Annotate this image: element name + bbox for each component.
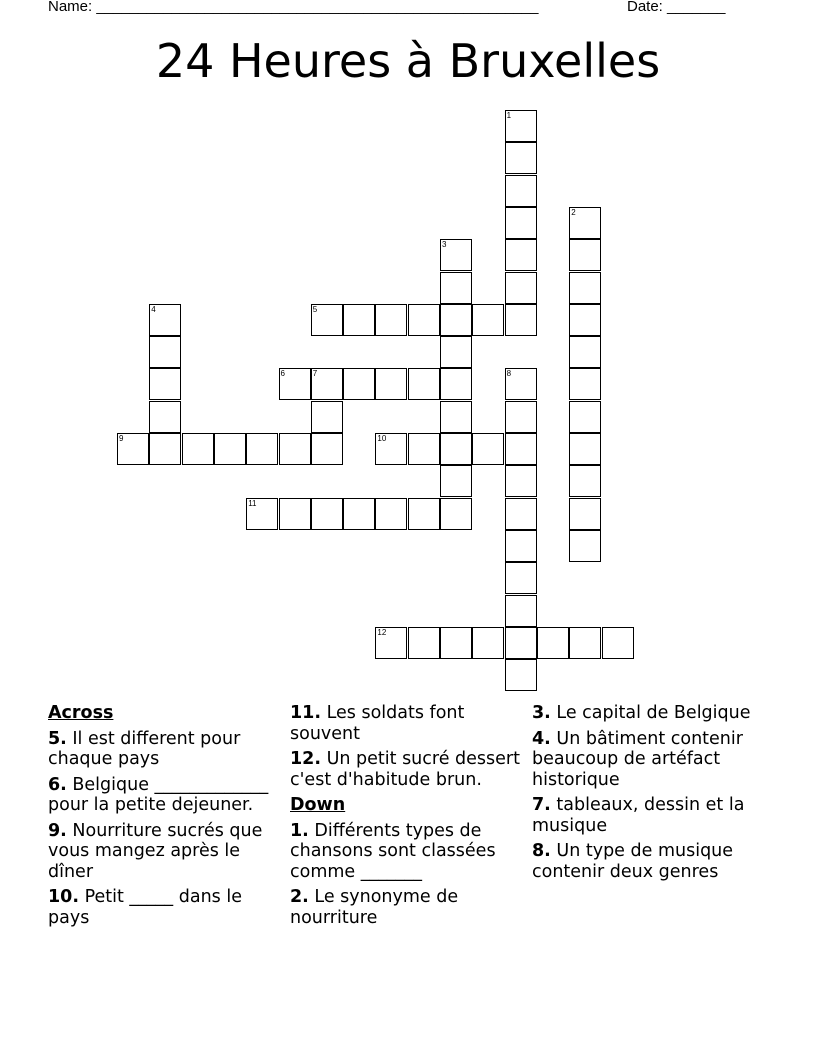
grid-cell[interactable] [311, 368, 343, 400]
clue-column-1 [48, 703, 280, 933]
clue-number: 7 [312, 369, 318, 379]
clue-across-9: 9. Nourriture sucrés que vous mangez après le dîner [48, 820, 263, 882]
grid-cell[interactable] [246, 498, 278, 530]
grid-cell[interactable] [569, 498, 601, 530]
grid-cell[interactable] [149, 401, 181, 433]
clue-number: 6 [280, 369, 285, 379]
grid-cell[interactable] [505, 595, 537, 627]
clue-column-2 [290, 703, 522, 933]
grid-cell[interactable] [440, 401, 472, 433]
grid-cell[interactable] [440, 336, 472, 368]
grid-cell[interactable] [440, 368, 472, 400]
name-field-label: Name: _____________________________________________________ [48, 0, 539, 15]
clue-number: 8 [506, 369, 512, 379]
clue-down-4: 4. Un bâtiment contenir beaucoup de artéfact historique [532, 728, 743, 790]
grid-cell[interactable] [408, 433, 440, 465]
grid-cell[interactable] [214, 433, 246, 465]
grid-cell[interactable] [537, 627, 569, 659]
clue-across-10: 10. Petit _____ dans le pays [48, 887, 242, 928]
grid-cell[interactable] [505, 142, 537, 174]
grid-cell[interactable] [505, 562, 537, 594]
grid-cell[interactable] [408, 304, 440, 336]
grid-cell[interactable] [505, 659, 537, 691]
clue-down-1: 1. Différents types de chansons sont classées comme _______ [290, 820, 496, 882]
grid-cell[interactable] [311, 401, 343, 433]
across-heading: Across [48, 703, 114, 723]
grid-cell[interactable] [505, 110, 537, 142]
grid-cell[interactable] [375, 304, 407, 336]
grid-cell[interactable] [149, 336, 181, 368]
grid-cell[interactable] [279, 368, 311, 400]
clue-number: 2 [571, 207, 576, 217]
grid-cell[interactable] [149, 368, 181, 400]
grid-cell[interactable] [440, 627, 472, 659]
grid-cell[interactable] [408, 368, 440, 400]
grid-cell[interactable] [440, 465, 472, 497]
clue-number: 12 [377, 627, 387, 637]
grid-cell[interactable] [440, 272, 472, 304]
date-field-label: Date: _______ [627, 0, 726, 15]
down-heading: Down [290, 795, 346, 815]
clue-down-7: 7. tableaux, dessin et la musique [532, 795, 745, 836]
grid-cell[interactable] [505, 433, 537, 465]
clue-number: 5 [312, 304, 318, 314]
grid-cell[interactable] [569, 465, 601, 497]
grid-cell[interactable] [472, 304, 504, 336]
grid-cell[interactable] [149, 433, 181, 465]
grid-cell[interactable] [505, 272, 537, 304]
grid-cell[interactable] [375, 368, 407, 400]
grid-cell[interactable] [569, 627, 601, 659]
grid-cell[interactable] [505, 401, 537, 433]
grid-cell[interactable] [440, 498, 472, 530]
grid-cell[interactable] [569, 368, 601, 400]
page-title: 24 Heures à Bruxelles [155, 34, 661, 88]
clue-number: 11 [248, 498, 257, 508]
grid-cell[interactable] [505, 465, 537, 497]
grid-cell[interactable] [505, 239, 537, 271]
grid-cell[interactable] [472, 627, 504, 659]
grid-cell[interactable] [569, 336, 601, 368]
clue-down-2: 2. Le synonyme de nourriture [290, 887, 459, 928]
grid-cell[interactable] [343, 304, 375, 336]
grid-cell[interactable] [569, 239, 601, 271]
grid-cell[interactable] [505, 498, 537, 530]
grid-cell[interactable] [569, 433, 601, 465]
grid-cell[interactable] [440, 239, 472, 271]
grid-cell[interactable] [311, 433, 343, 465]
clue-number: 4 [151, 304, 156, 314]
grid-cell[interactable] [505, 207, 537, 239]
grid-cell[interactable] [569, 401, 601, 433]
grid-cell[interactable] [375, 627, 407, 659]
grid-cell[interactable] [569, 304, 601, 336]
grid-cell[interactable] [440, 304, 472, 336]
grid-cell[interactable] [505, 368, 537, 400]
grid-cell[interactable] [602, 627, 634, 659]
grid-cell[interactable] [375, 433, 407, 465]
clue-number: 9 [119, 434, 124, 443]
clue-down-8: 8. Un type de musique contenir deux genres [532, 841, 734, 882]
grid-cell[interactable] [569, 207, 601, 239]
grid-cell[interactable] [343, 498, 375, 530]
grid-cell[interactable] [279, 433, 311, 465]
clue-across-12: 12. Un petit sucré dessert c'est d'habitude brun. [290, 749, 520, 790]
grid-cell[interactable] [375, 498, 407, 530]
grid-cell[interactable] [505, 304, 537, 336]
grid-cell[interactable] [408, 627, 440, 659]
grid-cell[interactable] [343, 368, 375, 400]
grid-cell[interactable] [505, 175, 537, 207]
grid-cell[interactable] [505, 627, 537, 659]
clue-across-5: 5. Il est different pour chaque pays [48, 728, 241, 769]
grid-cell[interactable] [149, 304, 181, 336]
grid-cell[interactable] [311, 304, 343, 336]
grid-cell[interactable] [440, 433, 472, 465]
grid-cell[interactable] [279, 498, 311, 530]
grid-cell[interactable] [505, 530, 537, 562]
clue-down-3: 3. Le capital de Belgique [532, 703, 751, 723]
grid-cell[interactable] [569, 530, 601, 562]
clue-column-3 [532, 703, 764, 887]
grid-cell[interactable] [117, 433, 149, 465]
grid-cell[interactable] [246, 433, 278, 465]
grid-cell[interactable] [311, 498, 343, 530]
grid-cell[interactable] [182, 433, 214, 465]
clue-across-6: 6. Belgique _____________ pour la petite dejeuner. [48, 774, 269, 815]
clue-across-11: 11. Les soldats font souvent [290, 703, 465, 744]
clue-number: 1 [506, 111, 512, 120]
clue-number: 3 [442, 240, 447, 250]
grid-cell[interactable] [472, 433, 504, 465]
grid-cell[interactable] [408, 498, 440, 530]
clue-number: 10 [377, 434, 387, 443]
grid-cell[interactable] [569, 272, 601, 304]
